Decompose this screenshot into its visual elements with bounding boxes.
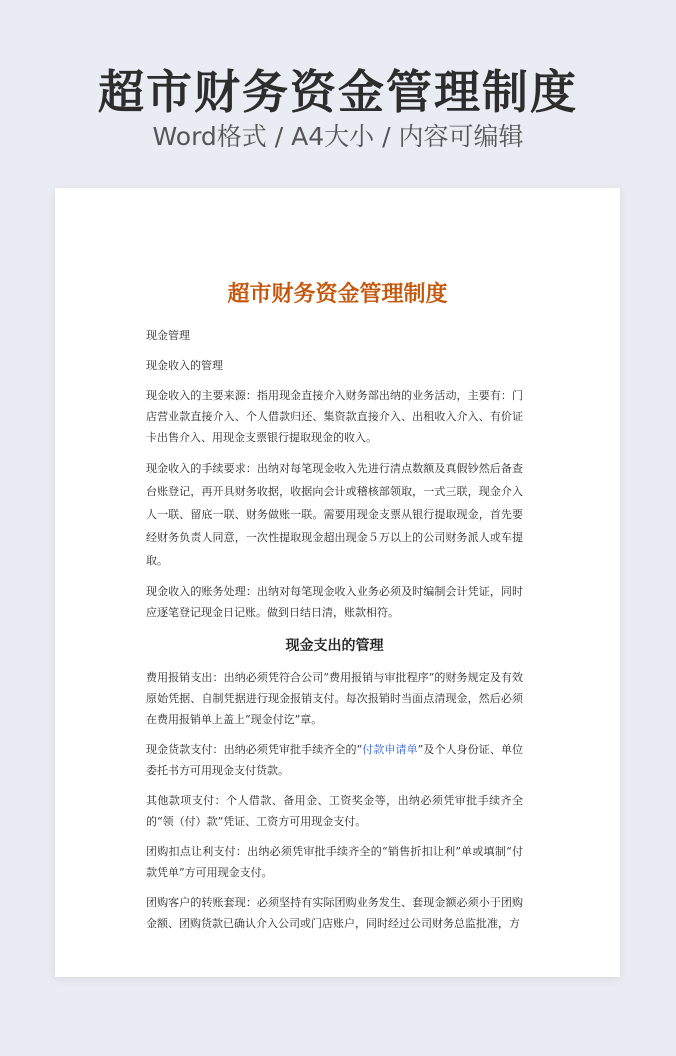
heading-cash-income: 现金收入的管理 (146, 359, 223, 372)
document-title: 超市财务资金管理制度 (227, 282, 448, 307)
goods-payment-text-after: ”及个人身份证、单位委托书方可用现金支付货款。 (146, 743, 524, 777)
paragraph-income-accounting: 现金收入的账务处理：出纳对每笔现金收入业务必须及时编制会计凭证，同时应逐笔登记现金日记账。做到日结日清，账款相符。 (146, 585, 523, 619)
paragraph-income-sources: 现金收入的主要来源：指用现金直接介入财务部出纳的业务活动，主要有：门店营业款直接介入、个人借款归还、集资款直接介入、出租收入介入、有价证卡出售介入、用现金支票银行提取现金的收入。 (146, 389, 523, 444)
paragraph-other-payments: 其他款项支付：个人借款、备用金、工资奖金等，出纳必须凭审批手续齐全的“领（付）款”凭证、工资方可用现金支付。 (146, 794, 523, 828)
goods-payment-text-before: 现金货款支付：出纳必须凭审批手续齐全的“ (146, 743, 363, 756)
document-body (146, 325, 523, 934)
document-page (55, 188, 620, 977)
heading-cash-management: 现金管理 (146, 329, 190, 342)
paragraph-expense-reimbursement: 费用报销支出：出纳必须凭符合公司“费用报销与审批程序”的财务规定及有效原始凭据、自制凭据进行现金报销支付。每次报销时当面点清现金，然后必须在费用报销单上盖上“现金付讫”章。 (146, 671, 523, 726)
paragraph-goods-payment (146, 739, 523, 781)
banner-title: 超市财务资金管理制度 (98, 65, 578, 119)
payment-request-form-link[interactable]: 付款申请单 (362, 743, 418, 756)
banner-subtitle: Word格式 / A4大小 / 内容可编辑 (152, 122, 524, 151)
paragraph-group-transfer: 团购客户的转账套现：必须坚持有实际团购业务发生、套现金额必须小于团购金额、团购货款已确认介入公司或门店账户，同时经过公司财务总监批准，方 (146, 896, 523, 930)
paragraph-group-discount: 团购扣点让利支付：出纳必须凭审批手续齐全的“销售折扣让利”单或填制“付款凭单”方可用现金支付。 (146, 845, 523, 879)
paragraph-income-procedure: 现金收入的手续要求：出纳对每笔现金收入先进行清点数额及真假钞然后备查台账登记，再开具财务收据，收据向会计或稽核部领取，一式三联，现金介入人一联、留底一联、财务做账一联。需要用现金支票从银行提取现金，首先要经财务负责人同意，一次性提取现金超出现金５万以上的公司财务派人或车提取。 (146, 462, 523, 567)
section-heading-cash-expenditure: 现金支出的管理 (285, 638, 384, 654)
